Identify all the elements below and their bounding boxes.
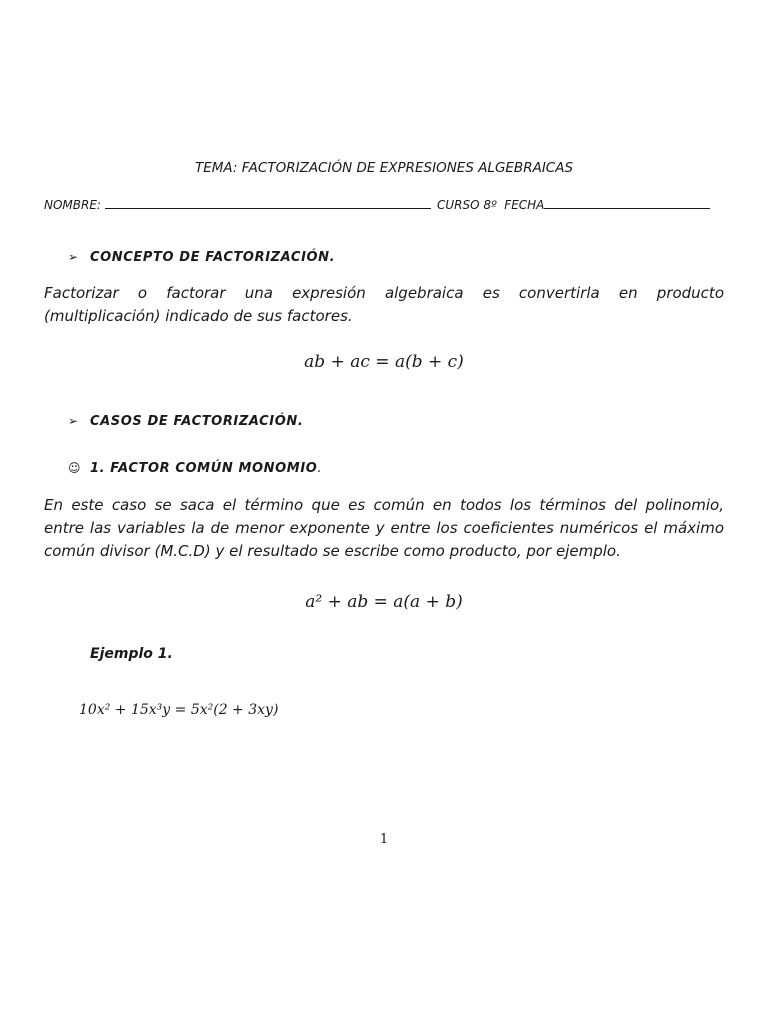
document-title: TEMA: FACTORIZACIÓN DE EXPRESIONES ALGEBRAICAS bbox=[194, 160, 574, 176]
case1-heading-suffix: . bbox=[317, 461, 322, 476]
concept-line-1: Factorizar o factorar una expresión algebraica es convertirla en producto bbox=[44, 284, 724, 302]
concept-heading-text: CONCEPTO DE FACTORIZACIÓN. bbox=[90, 250, 336, 265]
case1-paragraph bbox=[44, 494, 724, 563]
date-blank[interactable] bbox=[544, 196, 710, 209]
smiley-bullet-icon: ☺ bbox=[68, 461, 81, 475]
name-label: NOMBRE: bbox=[44, 198, 101, 212]
case1-heading-text: 1. FACTOR COMÚN MONOMIO bbox=[90, 461, 318, 476]
name-blank[interactable] bbox=[105, 196, 431, 209]
case1-formula-text: a² + ab = a(a + b) bbox=[305, 592, 463, 612]
concept-heading bbox=[68, 250, 335, 265]
example1-formula-text: 10x² + 15x³y = 5x²(2 + 3xy) bbox=[79, 702, 279, 718]
case1-formula bbox=[0, 592, 768, 612]
case1-heading bbox=[68, 461, 322, 476]
example1-label: Ejemplo 1. bbox=[90, 646, 173, 662]
arrow-bullet-icon: ➢ bbox=[68, 414, 79, 428]
cases-heading bbox=[68, 414, 303, 429]
page-number: 1 bbox=[379, 832, 389, 847]
course-label: CURSO 8º bbox=[436, 198, 497, 212]
date-label: FECHA bbox=[504, 198, 545, 212]
student-form-line bbox=[44, 196, 724, 212]
concept-formula-text: ab + ac = a(b + c) bbox=[304, 352, 464, 372]
arrow-bullet-icon: ➢ bbox=[68, 250, 79, 264]
concept-line-2: (multiplicación) indicado de sus factores. bbox=[44, 307, 353, 325]
case1-line-3: común divisor (M.C.D) y el resultado se escribe como producto, por ejemplo. bbox=[44, 542, 621, 560]
case1-line-1: En este caso se saca el término que es común en todos los términos del polinomio, bbox=[44, 496, 724, 514]
cases-heading-text: CASOS DE FACTORIZACIÓN. bbox=[90, 414, 304, 429]
case1-line-2: entre las variables la de menor exponente y entre los coeficientes numéricos el máximo bbox=[44, 519, 724, 537]
concept-formula bbox=[0, 352, 768, 372]
concept-paragraph bbox=[44, 282, 724, 328]
example1-formula bbox=[79, 702, 278, 718]
